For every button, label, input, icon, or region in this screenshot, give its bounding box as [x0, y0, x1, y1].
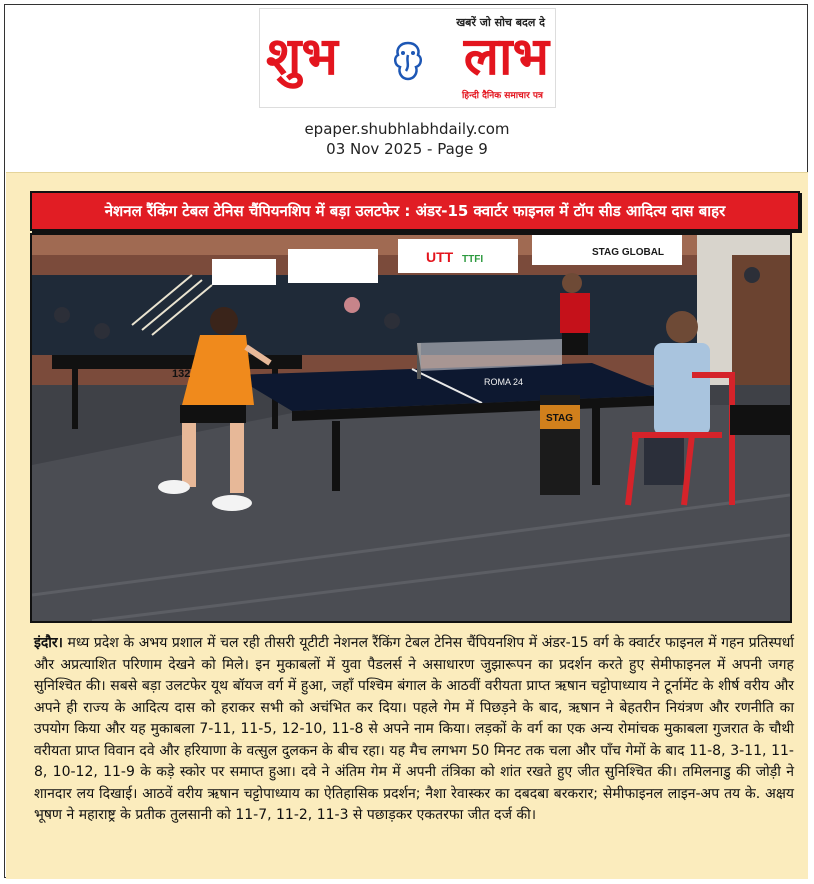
banner-stag: STAG GLOBAL	[592, 247, 665, 258]
article-photo[interactable]	[30, 233, 792, 623]
banner-utt: UTT	[426, 249, 454, 265]
masthead-logo[interactable]	[259, 8, 556, 108]
site-url[interactable]: epaper.shubhlabhdaily.com	[304, 120, 510, 138]
masthead-subtagline: हिन्दी दैनिक समाचार पत्र	[461, 91, 543, 101]
banner-ttfi: TTFI	[462, 254, 484, 265]
article-body	[34, 633, 794, 827]
ganesha-icon	[388, 39, 428, 83]
article-headline: नेशनल रैंकिंग टेबल टेनिस चैंपियनशिप में बड़ा उलटफेर : अंडर-15 क्वार्टर फाइनल में टॉप सीड आदित्य दास बाहर	[30, 191, 800, 231]
logo-word-left: शुभ	[266, 27, 338, 87]
article-card	[6, 172, 808, 879]
player-bib: 132	[172, 368, 191, 380]
dateline: इंदौर।	[34, 635, 63, 651]
edition-date-page: 03 Nov 2025 - Page 9	[326, 140, 488, 158]
stand-label: STAG	[546, 413, 574, 424]
masthead-tagline: खबरें जो सोच बदल दे	[456, 16, 545, 29]
photo-illustration	[32, 235, 790, 621]
umpire-stand	[540, 395, 580, 495]
table-label: ROMA 24	[484, 377, 524, 387]
article-body-text: मध्य प्रदेश के अभय प्रशाल में चल रही तीसरी यूटीटी नेशनल रैंकिंग टेबल टेनिस चैंपियनशिप में अंडर-15 वर्ग के क्वार्टर फाइनल में गहन प्रतिस्पर्धा और अप्रत्याशित परिणाम देखने को मिले। इन मुकाबलों में युवा पैडलर्स ने असाधारण जुझारूपन का प्रदर्शन करते हुए सेमीफाइनल में अपनी जगह सुनिश्चित की। सबसे बड़ा उलटफेर यूथ बॉयज वर्ग में हुआ, जहाँ पश्चिम बंगाल के आठवीं वरीयता प्राप्त ऋषान चट्टोपाध्याय ने टूर्नामेंट के शीर्ष वरीय और अपने ही राज्य के आदित्य दास को हराकर सभी को अचंभित कर दिया। पहले गेम में पिछड़ने के बाद, ऋषान ने बेहतरीन नियंत्रण और रणनीति का उपयोग किया और यह मुकाबला 7-11, 11-5, 12-10, 11-8 से अपने नाम किया। लड़कों के वर्ग का एक अन्य रोमांचक मुकाबला गुजरात के चौथी वरीयता प्राप्त विवान दवे और हरियाणा के वत्सुल दुलकन के बीच रहा। यह मैच लगभग 50 मिनट तक चला और पाँच गेमों के बाद 11-8, 3-11, 11-8, 10-12, 11-9 के कड़े स्कोर पर समाप्त हुआ। दवे ने अंतिम गेम में अपनी तंत्रिका को शांत रखते हुए जीत सुनिश्चित की। तमिलनाडु की जोड़ी ने शानदार लय दिखाई। आठवें वरीय ऋषान चट्टोपाध्याय का ऐतिहासिक प्रदर्शन; नैशा रेवास्कर का दबदबा बरकरार; सेमीफाइनल लाइन-अप तय के. अक्षय भूषण ने महाराष्ट्र के प्रतीक तुलसानी को 11-7, 11-2, 11-3 से पछाड़कर एकतरफा जीत दर्ज की।	[34, 635, 794, 823]
logo-word-right: लाभ	[463, 27, 549, 87]
